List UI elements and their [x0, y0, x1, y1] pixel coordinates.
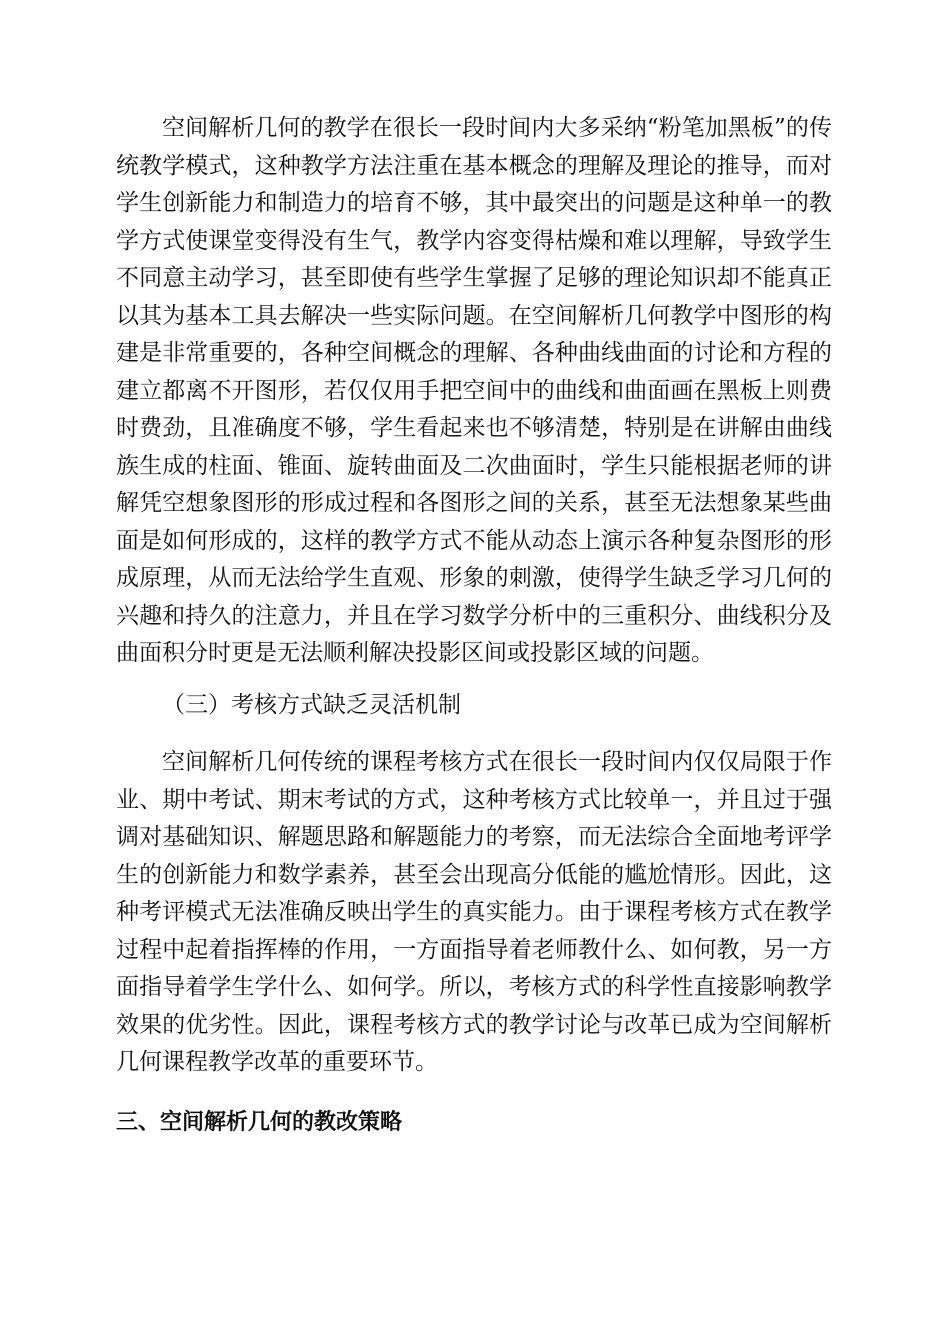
section-heading-strategy: 三、空间解析几何的教改策略 [116, 1109, 403, 1135]
subheading-assessment: （三）考核方式缺乏灵活机制 [162, 691, 461, 718]
paragraph-teaching-mode: 空间解析几何的教学在很长一段时间内大多采纳“粉笔加黑板”的传统教学模式，这种教学方法注重在基本概念的理解及理论的推导，而对学生创新能力和制造力的培育不够，其中最突出的问题是这种单一的教学方式使课堂变得没有生气，教学内容变得枯燥和难以理解，导致学生不同意主动学习，甚至即使有些学生掌握了足够的理论知识却不能真正以其为基本工具去解决一些实际问题。在空间解析几何教学中图形的构建是非常重要的，各种空间概念的理解、各种曲线曲面的讨论和方程的建立都离不开图形，若仅仅用手把空间中的曲线和曲面画在黑板上则费时费劲，且准确度不够，学生看起来也不够清楚，特别是在讲解由曲线族生成的柱面、锥面、旋转曲面及二次曲面时，学生只能根据老师的讲解凭空想象图形的形成过程和各图形之间的关系，甚至无法想象某些曲面是如何形成的，这样的教学方式不能从动态上演示各种复杂图形的形成原理，从而无法给学生直观、形象的刺激，使得学生缺乏学习几何的兴趣和持久的注意力，并且在学习数学分析中的三重积分、曲线积分及曲面积分时更是无法顺利解决投影区间或投影区域的问题。 [116, 115, 832, 666]
document-body [116, 110, 832, 1141]
paragraph-assessment: 空间解析几何传统的课程考核方式在很长一段时间内仅仅局限于作业、期中考试、期末考试的方式，这种考核方式比较单一，并且过于强调对基础知识、解题思路和解题能力的考察，而无法综合全面地考评学生的创新能力和数学素养，甚至会出现高分低能的尴尬情形。因此，这种考评模式无法准确反映出学生的真实能力。由于课程考核方式在教学过程中起着指挥棒的作用，一方面指导着老师教什么、如何教，另一方面指导着学生学什么、如何学。所以，考核方式的科学性直接影响教学效果的优劣性。因此，课程考核方式的教学讨论与改革已成为空间解析几何课程教学改革的重要环节。 [116, 749, 832, 1075]
